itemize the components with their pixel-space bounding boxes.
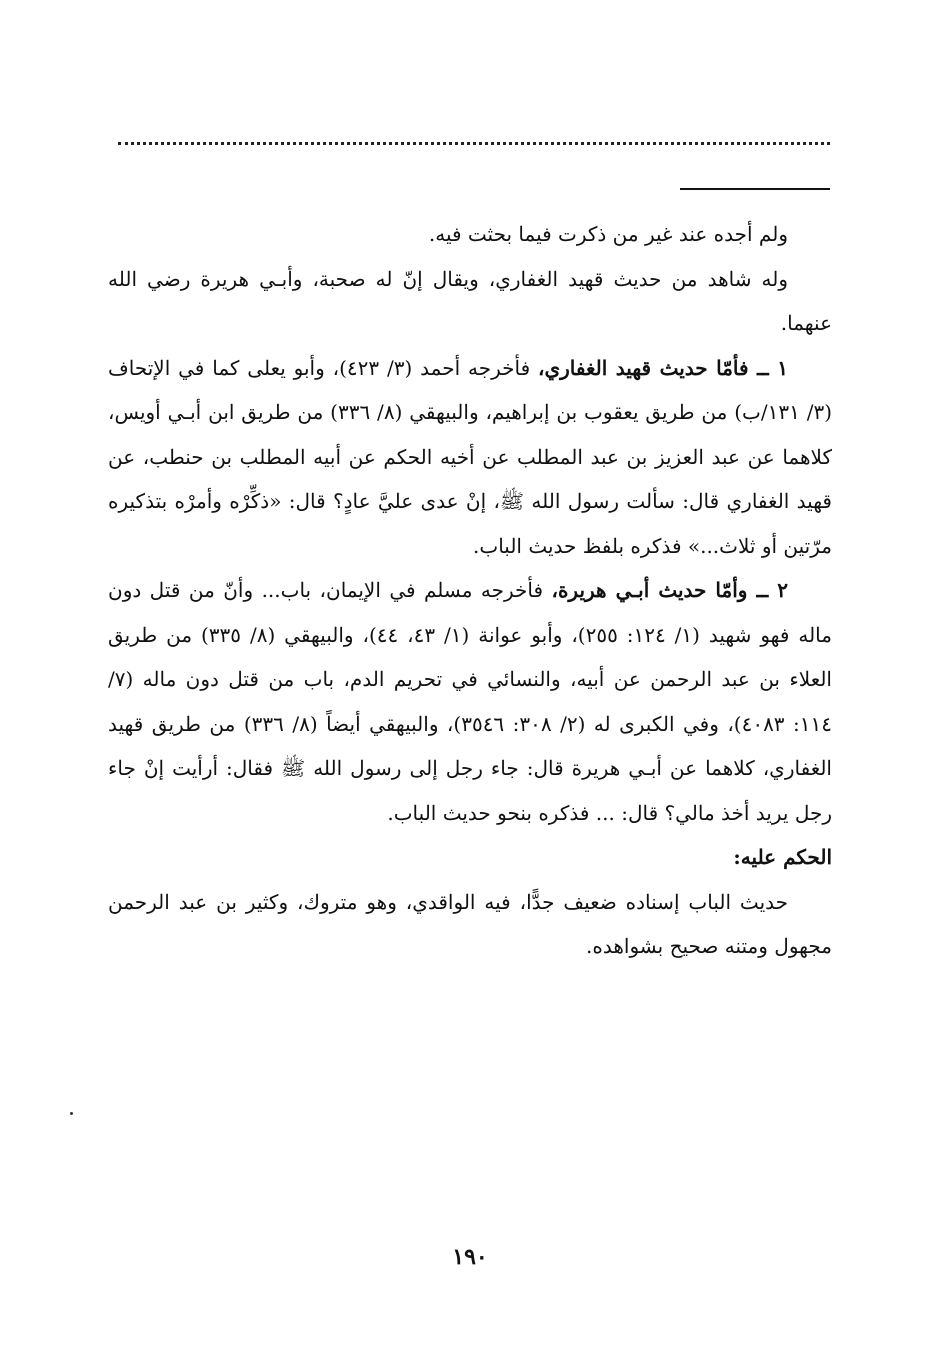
page-number: ١٩٠ [452, 1244, 488, 1270]
item-2-lead: ٢ ــ وأمّا حديث أبـي هريرة، [551, 578, 789, 602]
footnote-separator-line [680, 188, 830, 190]
item-1-lead: ١ ــ فأمّا حديث قهيد الغفاري، [538, 355, 788, 380]
ruling-heading: الحكم عليه: [733, 845, 832, 869]
footnote-paragraph-1: ولم أجده عند غير من ذكرت فيما بحثت فيه. [428, 222, 788, 246]
footnote-item-1 [108, 346, 832, 569]
ruling-paragraph: حديث الباب إسناده ضعيف جدًّا، فيه الواقدي، وهو متروك، وكثير بن عبد الرحمن مجهول ومتنه صحيح بشواهده. [108, 889, 832, 958]
item-2-text: فأخرجه مسلم في الإيمان، باب... وأنّ من قتل دون ماله فهو شهيد (١/ ١٢٤: ٢٥٥)، وأبو عوانة (١/ ٤٣، ٤٤)، والبيهقي (٨/ ٣٣٥) من طريق العلاء بن عبد الرحمن عن أبيه، والنسائي في تحريم الدم، باب من قتل دون ماله (٧/ ١١٤: ٤٠٨٣)، وفي الكبرى له (٢/ ٣٠٨: ٣٥٤٦)، والبيهقي أيضاً (٨/ ٣٣٦) من طريق قهيد الغفاري، كلاهما عن أبـي هريرة قال: جاء رجل إلى رسول الله ﷺ فقال: أرأيت إنْ جاء رجل يريد أخذ مالي؟ قال: ... فذكره بنحو حديث الباب. [108, 578, 832, 825]
footnote-item-2 [108, 568, 832, 835]
footnote-text-block [108, 212, 832, 969]
dotted-separator [118, 142, 830, 145]
scan-speck [70, 1112, 73, 1115]
item-1-text: فأخرجه أحمد (٣/ ٤٢٣)، وأبو يعلى كما في الإتحاف (٣/ ١٣١/ب) من طريق يعقوب بن إبراهيم، والبيهقي (٨/ ٣٣٦) من طريق ابن أبـي أويس، كلاهما عن عبد العزيز بن عبد المطلب عن أخيه الحكم عن أبيه المطلب بن حنطب، عن قهيد الغفاري قال: سألت رسول الله ﷺ، إنْ عدى عليَّ عادٍ؟ قال: «ذكِّرْه وأمرْه بتذكيره مرّتين أو ثلاث...» فذكره بلفظ حديث الباب. [108, 355, 833, 558]
footnote-paragraph-2: وله شاهد من حديث قهيد الغفاري، ويقال إنّ له صحبة، وأبـي هريرة رضي الله عنهما. [108, 266, 832, 335]
